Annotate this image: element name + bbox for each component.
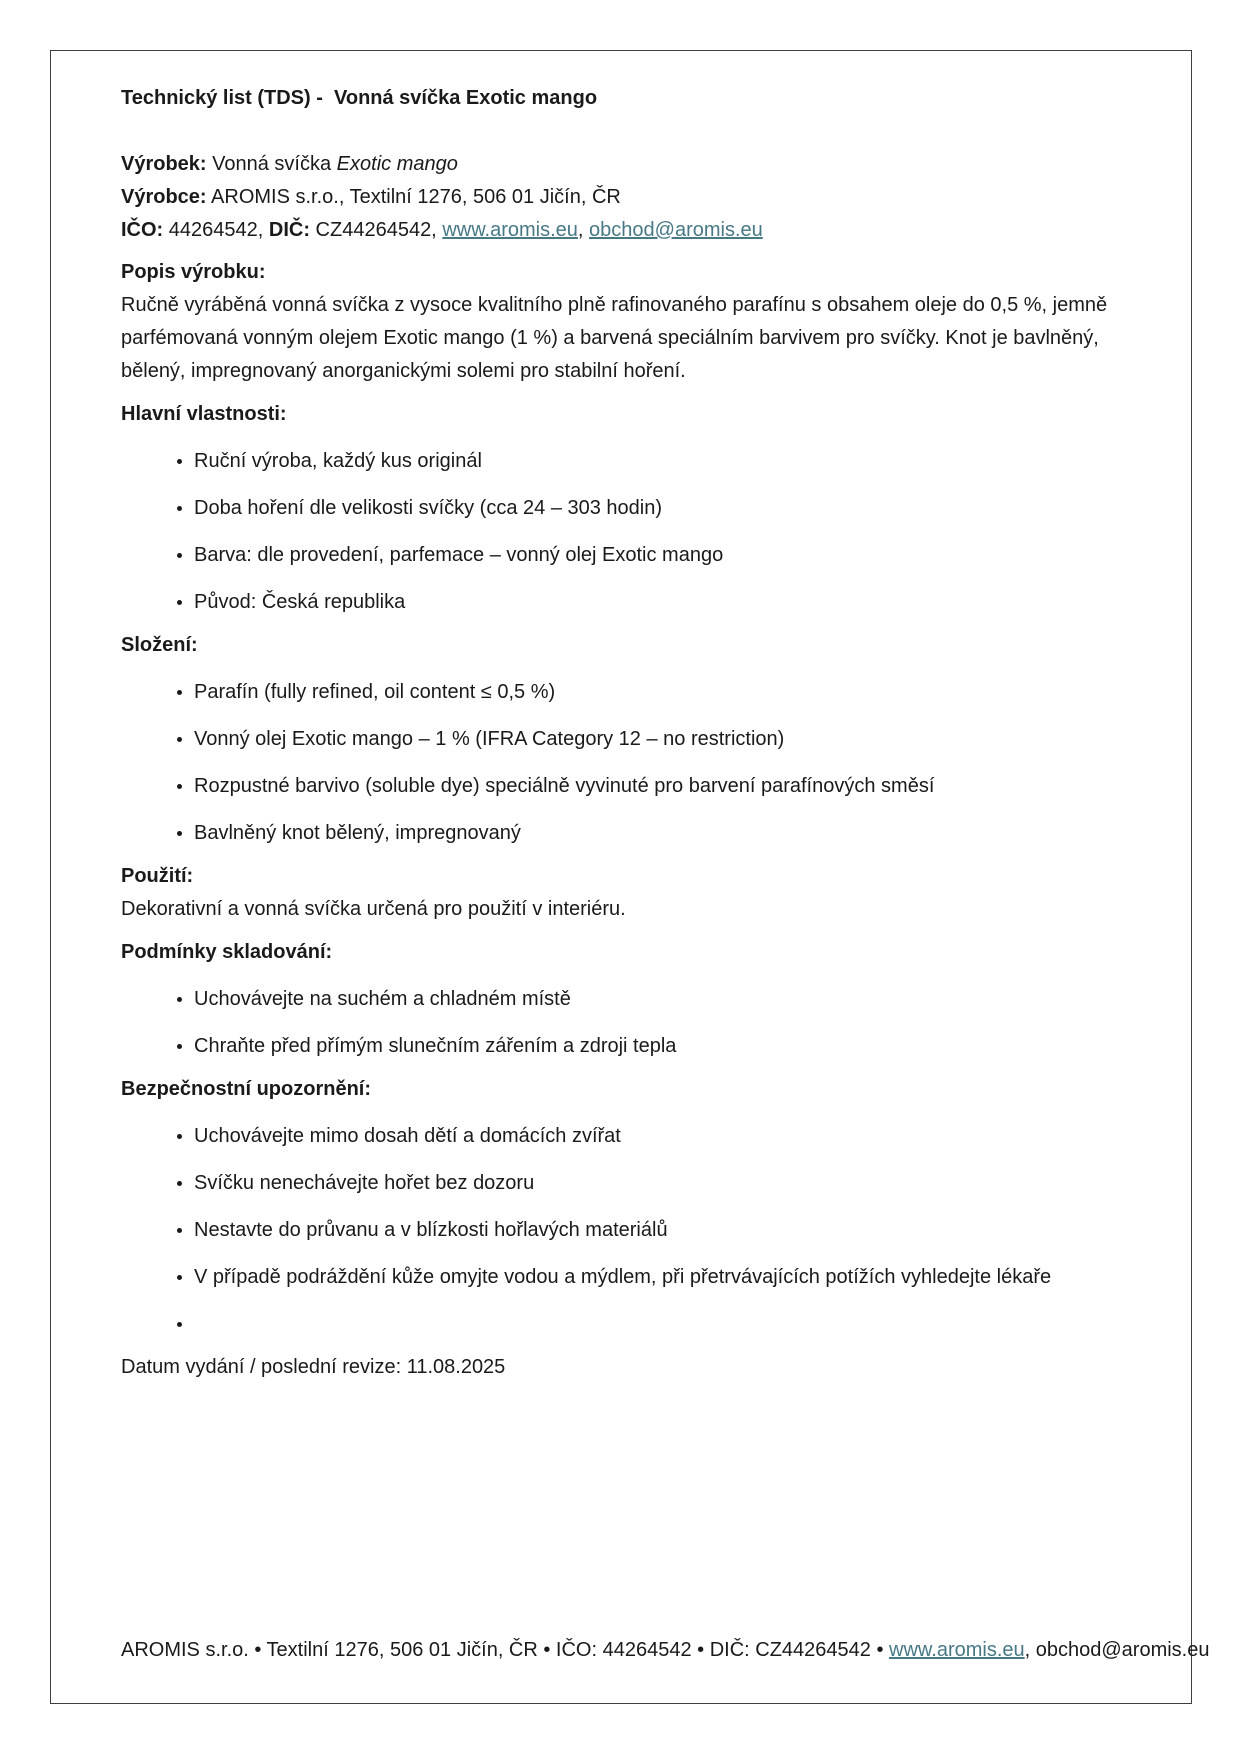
registration-line	[121, 214, 1121, 247]
list-item: • Ruční výroba, každý kus originál	[194, 445, 1121, 478]
list-item: • Chraňte před přímým slunečním zářením a zdroji tepla	[194, 1030, 1121, 1063]
list-item: • Bavlněný knot bělený, impregnovaný	[194, 817, 1121, 850]
section-storage	[121, 936, 1121, 1063]
list-item: • Doba hoření dle velikosti svíčky (cca 24 – 303 hodin)	[194, 492, 1121, 525]
safety-heading: Bezpečnostní upozornění:	[121, 1078, 371, 1100]
page-border-frame	[50, 50, 1210, 1704]
revision-date-line: Datum vydání / poslední revize: 11.08.2025	[121, 1356, 506, 1378]
list-item: • Uchovávejte mimo dosah dětí a domácích zvířat	[194, 1120, 1121, 1153]
storage-list	[121, 983, 1121, 1063]
page-footer	[121, 1634, 1210, 1667]
list-item-empty	[194, 1308, 1121, 1341]
composition-heading: Složení:	[121, 634, 198, 656]
section-safety	[121, 1073, 1121, 1341]
product-label: Výrobek:	[121, 153, 207, 175]
section-usage	[121, 860, 1121, 926]
dic-label: DIČ:	[268, 219, 310, 241]
ico-value: 44264542,	[163, 219, 269, 241]
document-title: Technický list (TDS) - Vonná svíčka Exotic mango	[121, 87, 598, 109]
list-item: • Nestavte do průvanu a v blízkosti hořlavých materiálů	[194, 1214, 1121, 1247]
manufacturer-label: Výrobce:	[121, 186, 207, 208]
description-body: Ručně vyráběná vonná svíčka z vysoce kvalitního plně rafinovaného parafínu s obsahem oleje do 0,5 %, jemně parfémovaná vonným olejem Exotic mango (1 %) a barvená speciálním barvivem pro svíčky. Knot je bavlněný, bělený, impregnovaný anorganickými solemi pro stabilní hoření.	[121, 294, 1108, 382]
list-item: • Původ: Česká republika	[194, 586, 1121, 619]
list-item: • Vonný olej Exotic mango – 1 % (IFRA Category 12 – no restriction)	[194, 723, 1121, 756]
storage-heading: Podmínky skladování:	[121, 941, 333, 963]
composition-list	[121, 676, 1121, 850]
dic-value: CZ44264542,	[309, 219, 443, 241]
safety-list	[121, 1120, 1121, 1341]
properties-heading: Hlavní vlastnosti:	[121, 403, 287, 425]
product-info-block	[121, 148, 1121, 247]
list-item: • V případě podráždění kůže omyjte vodou a mýdlem, při přetrvávajících potížích vyhledejte lékaře	[194, 1261, 1121, 1294]
email-link[interactable]: obchod@aromis.eu	[589, 219, 763, 241]
section-composition	[121, 629, 1121, 850]
list-item: • Barva: dle provedení, parfemace – vonný olej Exotic mango	[194, 539, 1121, 572]
usage-heading: Použití:	[121, 865, 194, 887]
product-value: Vonná svíčka	[206, 153, 337, 175]
website-link[interactable]: www.aromis.eu	[442, 219, 578, 241]
footer-company-info: AROMIS s.r.o. • Textilní 1276, 506 01 Jičín, ČR • IČO: 44264542 • DIČ: CZ44264542 •	[121, 1639, 890, 1661]
properties-list	[121, 445, 1121, 619]
usage-body: Dekorativní a vonná svíčka určená pro použití v interiéru.	[121, 898, 626, 920]
footer-website-link[interactable]: www.aromis.eu	[889, 1639, 1025, 1661]
list-item: • Rozpustné barvivo (soluble dye) speciálně vyvinuté pro barvení parafínových směsí	[194, 770, 1121, 803]
list-item: • Svíčku nenechávejte hořet bez dozoru	[194, 1167, 1121, 1200]
product-name-italic: Exotic mango	[336, 153, 458, 175]
section-properties	[121, 398, 1121, 619]
manufacturer-line	[121, 181, 1121, 214]
link-separator: ,	[577, 219, 590, 241]
list-item: • Uchovávejte na suchém a chladném místě	[194, 983, 1121, 1016]
ico-label: IČO:	[121, 219, 164, 241]
description-heading: Popis výrobku:	[121, 261, 266, 283]
list-item: • Parafín (fully refined, oil content ≤ 0,5 %)	[194, 676, 1121, 709]
section-description	[121, 256, 1121, 388]
product-line	[121, 148, 1121, 181]
footer-email-text: , obchod@aromis.eu	[1024, 1639, 1210, 1661]
manufacturer-value: AROMIS s.r.o., Textilní 1276, 506 01 Jičín, ČR	[206, 186, 621, 208]
